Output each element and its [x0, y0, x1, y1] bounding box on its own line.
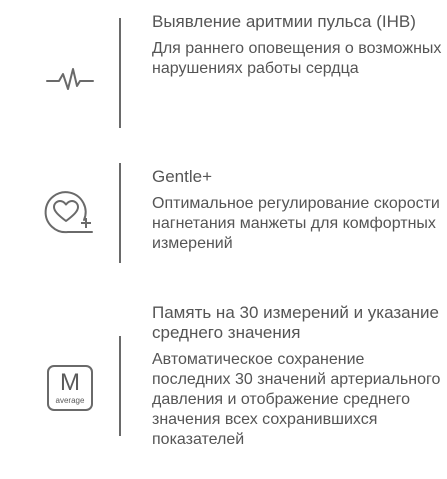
memory-sub-label: average [55, 395, 85, 405]
feature-title: Память на 30 измерений и указание среднего значения [152, 303, 439, 342]
feature-title: Gentle+ [152, 167, 213, 186]
feature-title: Выявление аритмии пульса (IHB) [152, 12, 416, 31]
heartbeat-pulse-icon [40, 50, 100, 110]
memory-letter: M [60, 368, 80, 396]
divider-line [119, 336, 121, 436]
feature-text [152, 12, 442, 79]
feature-gentle-plus [0, 165, 447, 265]
memory-average-icon [40, 358, 100, 418]
feature-description: Автоматическое сохранение последних 30 значений артериального давления и отображение среднего значения всех сохранившихся показателей [152, 351, 441, 448]
feature-text [152, 303, 442, 450]
memory-badge [47, 365, 93, 411]
feature-text [152, 167, 442, 254]
feature-memory-average [0, 300, 447, 475]
feature-description: Оптимальное регулирование скорости нагнетания манжеты для комфортных измерений [152, 195, 440, 252]
feature-ihb [0, 12, 447, 132]
feature-description: Для раннего оповещения о возможных нарушениях работы сердца [152, 40, 442, 77]
divider-line [119, 18, 121, 128]
divider-line [119, 163, 121, 263]
heart-plus-cuff-icon [40, 183, 100, 243]
